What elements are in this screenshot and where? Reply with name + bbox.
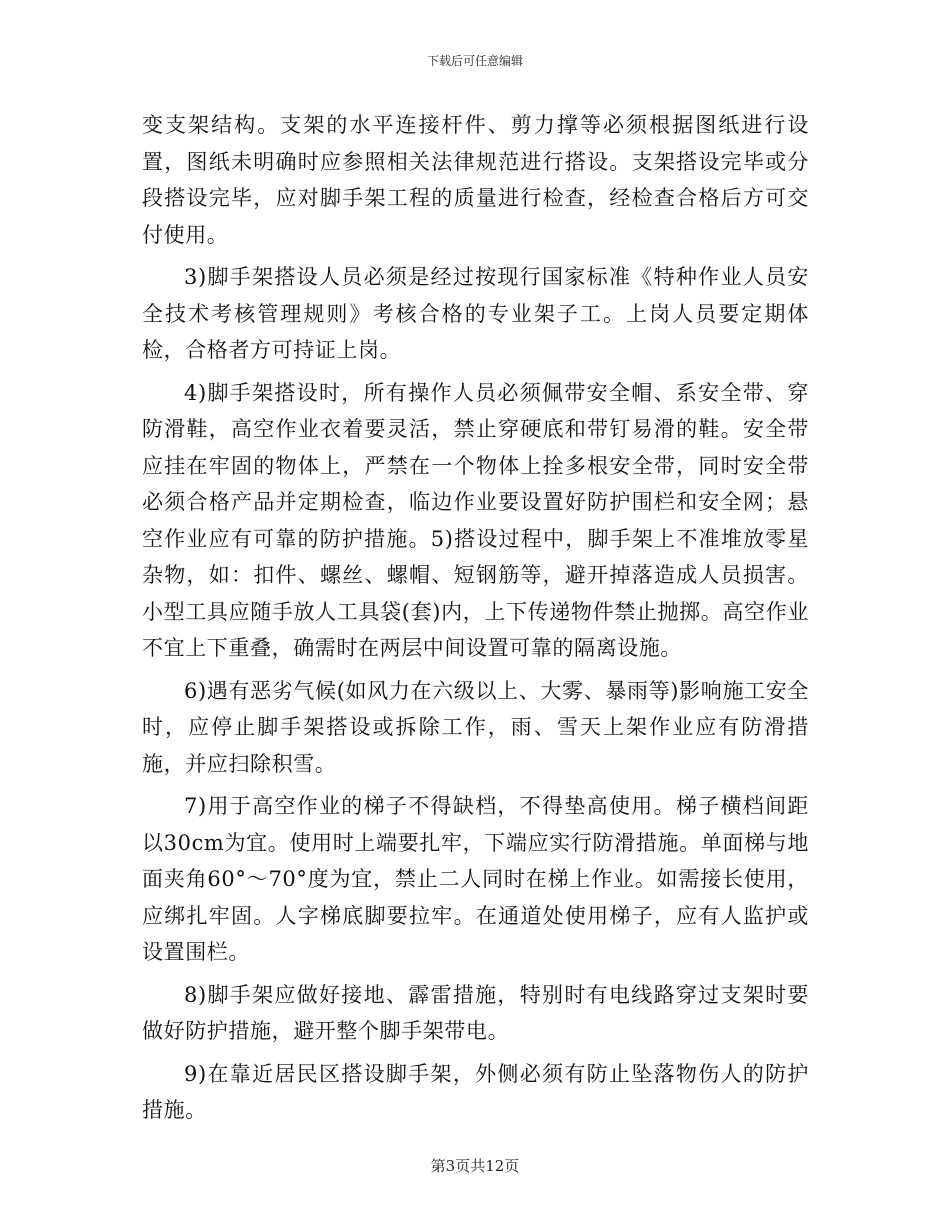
- paragraph-item-8: 8)脚手架应做好接地、霹雷措施，特别时有电线路穿过支架时要做好防护措施，避开整个脚手架带电。: [142, 982, 809, 1043]
- page-header: 下载后可任意编辑: [426, 54, 523, 68]
- paragraph-item-4-5: 4)脚手架搭设时，所有操作人员必须佩带安全帽、系安全带、穿防滑鞋，高空作业衣着要灵活，禁止穿硬底和带钉易滑的鞋。安全带应挂在牢固的物体上，严禁在一个物体上拴多根安全带，同时安全带必须合格产品并定期检查，临边作业要设置好防护围栏和安全网；悬空作业应有可靠的防护措施。5)搭设过程中，脚手架上不准堆放零星杂物，如：扣件、螺丝、螺帽、短钢筋等，避开掉落造成人员损害。小型工具应随手放人工具袋(套)内，上下传递物件禁止抛掷。高空作业不宜上下重叠，确需时在两层中间设置可靠的隔离设施。: [142, 380, 809, 660]
- paragraph-item-6: 6)遇有恶劣气候(如风力在六级以上、大雾、暴雨等)影响施工安全时，应停止脚手架搭设或拆除工作，雨、雪天上架作业应有防滑措施，并应扫除积雪。: [142, 678, 809, 776]
- paragraph-continuation: 变支架结构。支架的水平连接杆件、剪力撑等必须根据图纸进行设置，图纸未明确时应参照相关法律规范进行搭设。支架搭设完毕或分段搭设完毕，应对脚手架工程的质量进行检查，经检查合格后方可交付使用。: [142, 113, 809, 247]
- paragraph-item-9: 9)在靠近居民区搭设脚手架，外侧必须有防止坠落物伤人的防护措施。: [142, 1061, 809, 1122]
- paragraph-item-3: 3)脚手架搭设人员必须是经过按现行国家标准《特种作业人员安全技术考核管理规则》考核合格的专业架子工。上岗人员要定期体检，合格者方可持证上岗。: [142, 265, 809, 362]
- page-footer: 第3页共12页: [430, 1157, 520, 1175]
- paragraph-item-7: 7)用于高空作业的梯子不得缺档，不得垫高使用。梯子横档间距以30cm为宜。使用时上端要扎牢，下端应实行防滑措施。单面梯与地面夹角60°～70°度为宜，禁止二人同时在梯上作业。如需接长使用，应绑扎牢固。人字梯底脚要拉牢。在通道处使用梯子，应有人监护或设置围栏。: [142, 794, 809, 964]
- document-body: [142, 107, 809, 1135]
